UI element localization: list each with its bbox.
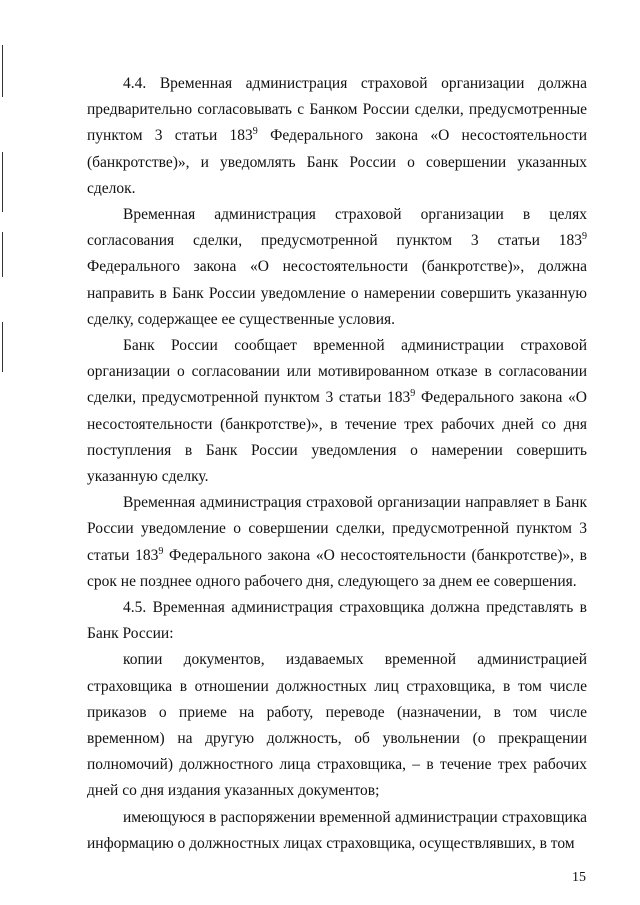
paragraph-4-5: 4.5. Временная администрация страховщика должна представлять в Банк России: bbox=[87, 599, 587, 643]
article-superscript: 9 bbox=[410, 388, 416, 400]
paragraph-officials-info: имеющуюся в распоряжении временной администрации страховщика информацию о должностных лицах страховщика, осуществлявших, в том bbox=[87, 808, 587, 852]
paragraph-completion-notice bbox=[87, 490, 587, 595]
paragraph-bank-response-text: Банк России сообщает временной администрации страховой организации о согласовании или мотивированном отказе в согласовании сделки, предусмотренной пунктом 3 статьи 183 bbox=[87, 337, 587, 407]
paragraph-4-4 bbox=[87, 71, 587, 202]
paragraph-completion-notice-text: Временная администрация страховой организации направляет в Банк России уведомление о совершении сделки, предусмотренной пунктом 3 статьи 183 bbox=[87, 494, 587, 564]
margin-mark-upper bbox=[2, 152, 3, 212]
article-superscript: 9 bbox=[158, 545, 164, 557]
paragraph-bank-response-text-end: Федерального закона «О несостоятельности (банкротстве)», в течение трех рабочих дней со дня поступления в Банк России уведомления о намерении совершить указанную сделку. bbox=[87, 389, 587, 486]
document-body bbox=[87, 71, 587, 857]
margin-mark-middle bbox=[2, 232, 3, 277]
paragraph-approval-request bbox=[87, 202, 587, 333]
margin-mark-top bbox=[2, 45, 3, 97]
margin-mark-lower bbox=[2, 322, 3, 372]
page-number: 15 bbox=[572, 870, 586, 885]
paragraph-completion-notice-text-end: Федерального закона «О несостоятельности (банкротстве)», в срок не позднее одного рабочего дня, следующего за днем ее совершения. bbox=[87, 546, 587, 590]
paragraph-bank-response bbox=[87, 333, 587, 490]
article-superscript: 9 bbox=[252, 126, 258, 138]
paragraph-4-4-text-end: Федерального закона «О несостоятельности (банкротстве)», и уведомлять Банк России о совершении указанных сделок. bbox=[87, 127, 587, 197]
paragraph-document-copies: копии документов, издаваемых временной администрацией страховщика в отношении должностных лиц страховщика, в том числе приказов о приеме на работу, переводе (назначении, в том числе временном) на другую должность, об увольнении (о прекращении полномочий) должностного лица страховщика, – в течение трех рабочих дней со дня издания указанных документов; bbox=[87, 651, 587, 800]
paragraph-approval-request-text: Временная администрация страховой организации в целях согласования сделки, предусмотренной пунктом 3 статьи 183 bbox=[87, 206, 587, 250]
paragraph-approval-request-text-end: Федерального закона «О несостоятельности (банкротстве)», должна направить в Банк России уведомление о намерении совершить указанную сделку, содержащее ее существенные условия. bbox=[87, 258, 587, 328]
paragraph-4-4-text: 4.4. Временная администрация страховой организации должна предварительно согласовывать с Банком России сделки, предусмотренные пунктом 3 статьи 183 bbox=[87, 75, 587, 145]
article-superscript: 9 bbox=[582, 231, 587, 243]
